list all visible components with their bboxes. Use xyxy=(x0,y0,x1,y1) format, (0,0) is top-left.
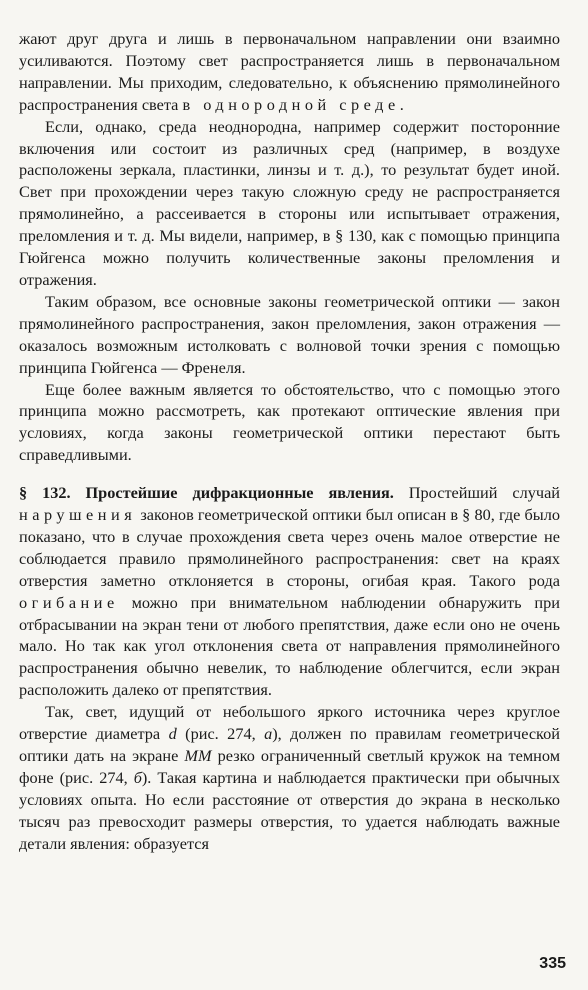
paragraph-6-text-1: Так, свет, идущий от небольшого яркого источника через круглое отверстие диаметра xyxy=(19,702,560,744)
paragraph-3: Таким образом, все основные законы геометрической оптики — закон прямолинейного распространения, закон преломления, закон отражения — оказалось возможным истолковать с волновой точки зрения с помощью принципа Гюйгенса — Френеля. xyxy=(19,291,560,377)
paragraph-6 xyxy=(19,701,560,854)
paragraph-2: Если, однако, среда неоднородна, например содержит посторонние включения или состоит из различных сред (например, в воздухе расположены зеркала, пластинки, линзы и т. д.), то результат будет иной. Свет при прохождении через такую сложную среду не распространяется прямолинейно, а рассеивается в стороны или испытывает отражения, преломления и т. д. Мы видели, например, в § 130, как с помощью принципа Гюйгенса можно получить количественные законы преломления и отражения. xyxy=(19,116,560,289)
paragraph-1 xyxy=(19,28,560,116)
page-number: 335 xyxy=(539,955,566,972)
spaced-emphasis-bending: огибание xyxy=(19,592,119,612)
paragraph-4: Еще более важным является то обстоятельство, что с помощью этого принципа можно рассмотреть, как протекают оптические явления при условиях, когда законы геометрической оптики перестают быть справедливыми. xyxy=(19,379,560,465)
section-text-1: Простейший случай xyxy=(393,483,561,503)
paragraph-6-text-2: (рис. 274, xyxy=(176,724,265,744)
paragraph-6-text-5: ). Такая картина и наблюдается практически при обычных условиях опыта. Но если расстояние от отверстия до экрана в несколько тысяч раз превосходит размеры отверстия, то удается наблюдать важные детали явления: образуется xyxy=(19,767,561,853)
spaced-emphasis-violation: нарушения xyxy=(19,505,137,525)
paragraph-6-text-3: ), должен по правилам геометрической оптики дать на экране xyxy=(19,724,560,765)
section-text-3: можно при внимательном наблюдении обнаружить при отбрасывании на экран тени от любого препятствия, даже если оно не очень мало. Но так как угол отклонения света от направления прямолинейного распространения обычно невелик, то наблюдение облегчится, если экран расположить далеко от препятствия. xyxy=(19,592,560,700)
math-diameter: d xyxy=(168,724,177,744)
paragraph-1-text: жают друг друга и лишь в первоначальном направлении они взаимно усиливаются. Поэтому свет распространяется лишь в первоначальном направлении. Мы приходим, следовательно, к объяснению прямолинейного распространения света xyxy=(19,29,560,114)
paragraph-6-text-4: резко ограниченный светлый кружок на темном фоне (рис. 274, xyxy=(19,746,560,787)
section-text-2: законов геометрической оптики был описан в § 80, где было показано, что в случае прохождения света через очень малое отверстие не соблюдается правило прямолинейного распространения: свет на краях отверстия заметно отклоняется в стороны, огибая края. Такого рода xyxy=(19,505,560,590)
spaced-emphasis: в однородной среде xyxy=(182,94,400,114)
paragraph-1-end: . xyxy=(399,94,404,114)
math-screen: MM xyxy=(184,746,212,765)
figure-ref-a: а xyxy=(264,724,273,744)
section-title: § 132. Простейшие дифракционные явления. xyxy=(19,483,394,503)
figure-ref-b: б xyxy=(133,767,142,787)
section-132 xyxy=(19,482,560,701)
